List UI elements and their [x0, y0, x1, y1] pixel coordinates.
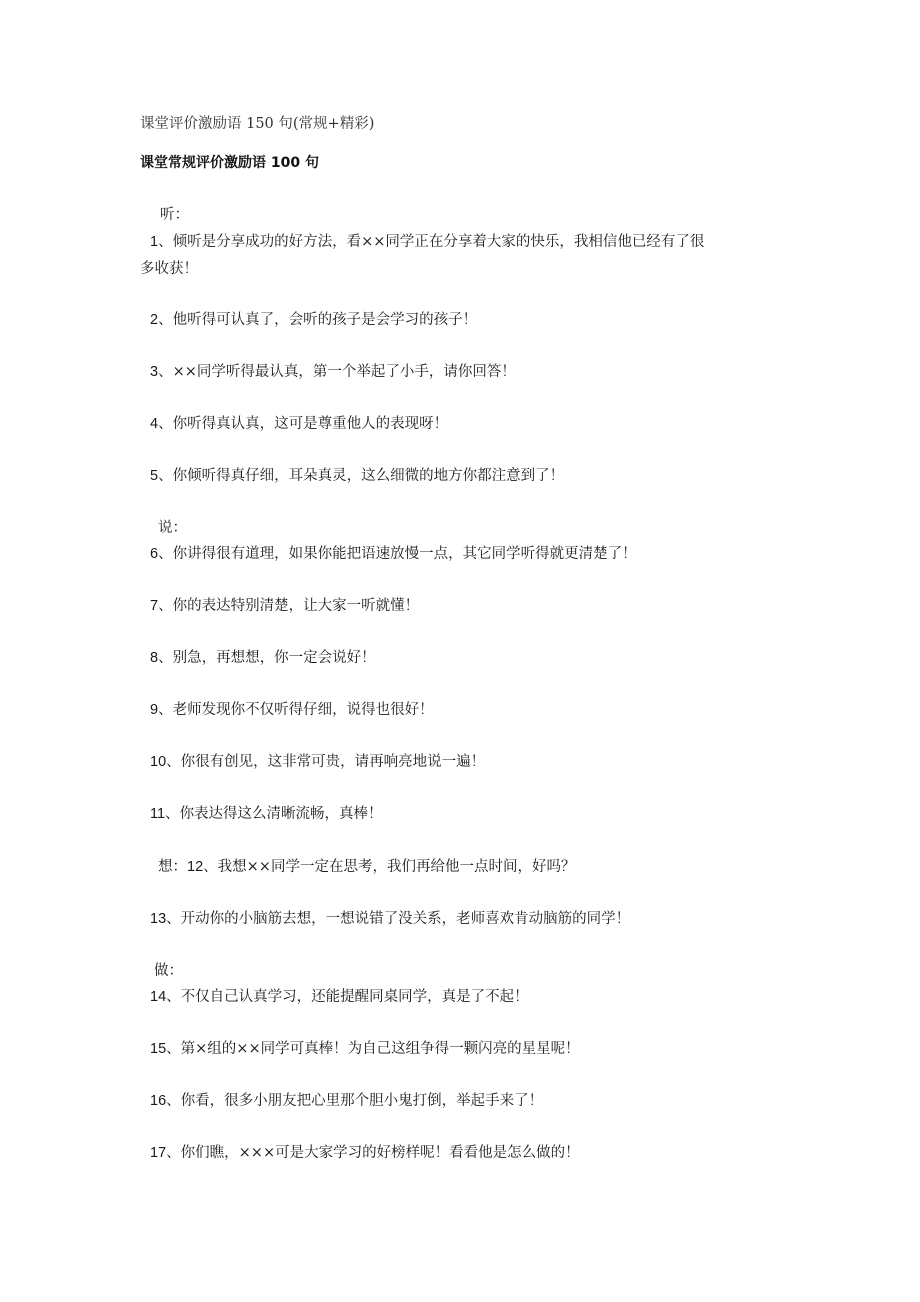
section-heading: 课堂常规评价激励语 100 句 — [140, 155, 319, 171]
section-label-speak: 说： — [158, 520, 187, 536]
list-item: 13、开动你的小脑筋去想，一想说错了没关系，老师喜欢肯动脑筋的同学！ — [150, 911, 631, 927]
list-item: 10、你很有创见，这非常可贵，请再响亮地说一遍！ — [150, 754, 486, 770]
list-item: 14、不仅自己认真学习，还能提醒同桌同学，真是了不起！ — [150, 989, 529, 1005]
section-label-do: 做： — [154, 963, 183, 979]
list-item: 9、老师发现你不仅听得仔细，说得也很好！ — [150, 702, 434, 718]
document-title: 课堂评价激励语 150 句(常规+精彩) — [140, 116, 375, 132]
list-item-continuation: 多收获！ — [140, 261, 198, 277]
list-item: 5、你倾听得真仔细，耳朵真灵，这么细微的地方你都注意到了！ — [150, 468, 565, 484]
list-item: 16、你看，很多小朋友把心里那个胆小鬼打倒，举起手来了！ — [150, 1093, 544, 1109]
list-item: 3、××同学听得最认真，第一个举起了小手，请你回答！ — [150, 364, 516, 380]
list-item: 想：12、我想××同学一定在思考，我们再给他一点时间，好吗？ — [158, 859, 576, 875]
list-item: 11、你表达得这么清晰流畅，真棒！ — [150, 806, 383, 822]
list-item: 8、别急，再想想，你一定会说好！ — [150, 650, 376, 666]
list-item: 4、你听得真认真，这可是尊重他人的表现呀！ — [150, 416, 449, 432]
list-item: 2、他听得可认真了，会听的孩子是会学习的孩子！ — [150, 312, 478, 328]
section-label-listen: 听： — [160, 207, 189, 223]
section-label-think: 想： — [158, 859, 187, 875]
list-item: 7、你的表达特别清楚，让大家一听就懂！ — [150, 598, 420, 614]
list-item: 15、第×组的××同学可真棒！为自己这组争得一颗闪亮的星星呢！ — [150, 1041, 580, 1057]
list-item: 6、你讲得很有道理，如果你能把语速放慢一点，其它同学听得就更清楚了！ — [150, 546, 637, 562]
list-item: 17、你们瞧，×××可是大家学习的好榜样呢！看看他是怎么做的！ — [150, 1145, 580, 1161]
list-item: 1、倾听是分享成功的好方法，看××同学正在分享着大家的快乐，我相信他已经有了很 — [150, 234, 705, 250]
